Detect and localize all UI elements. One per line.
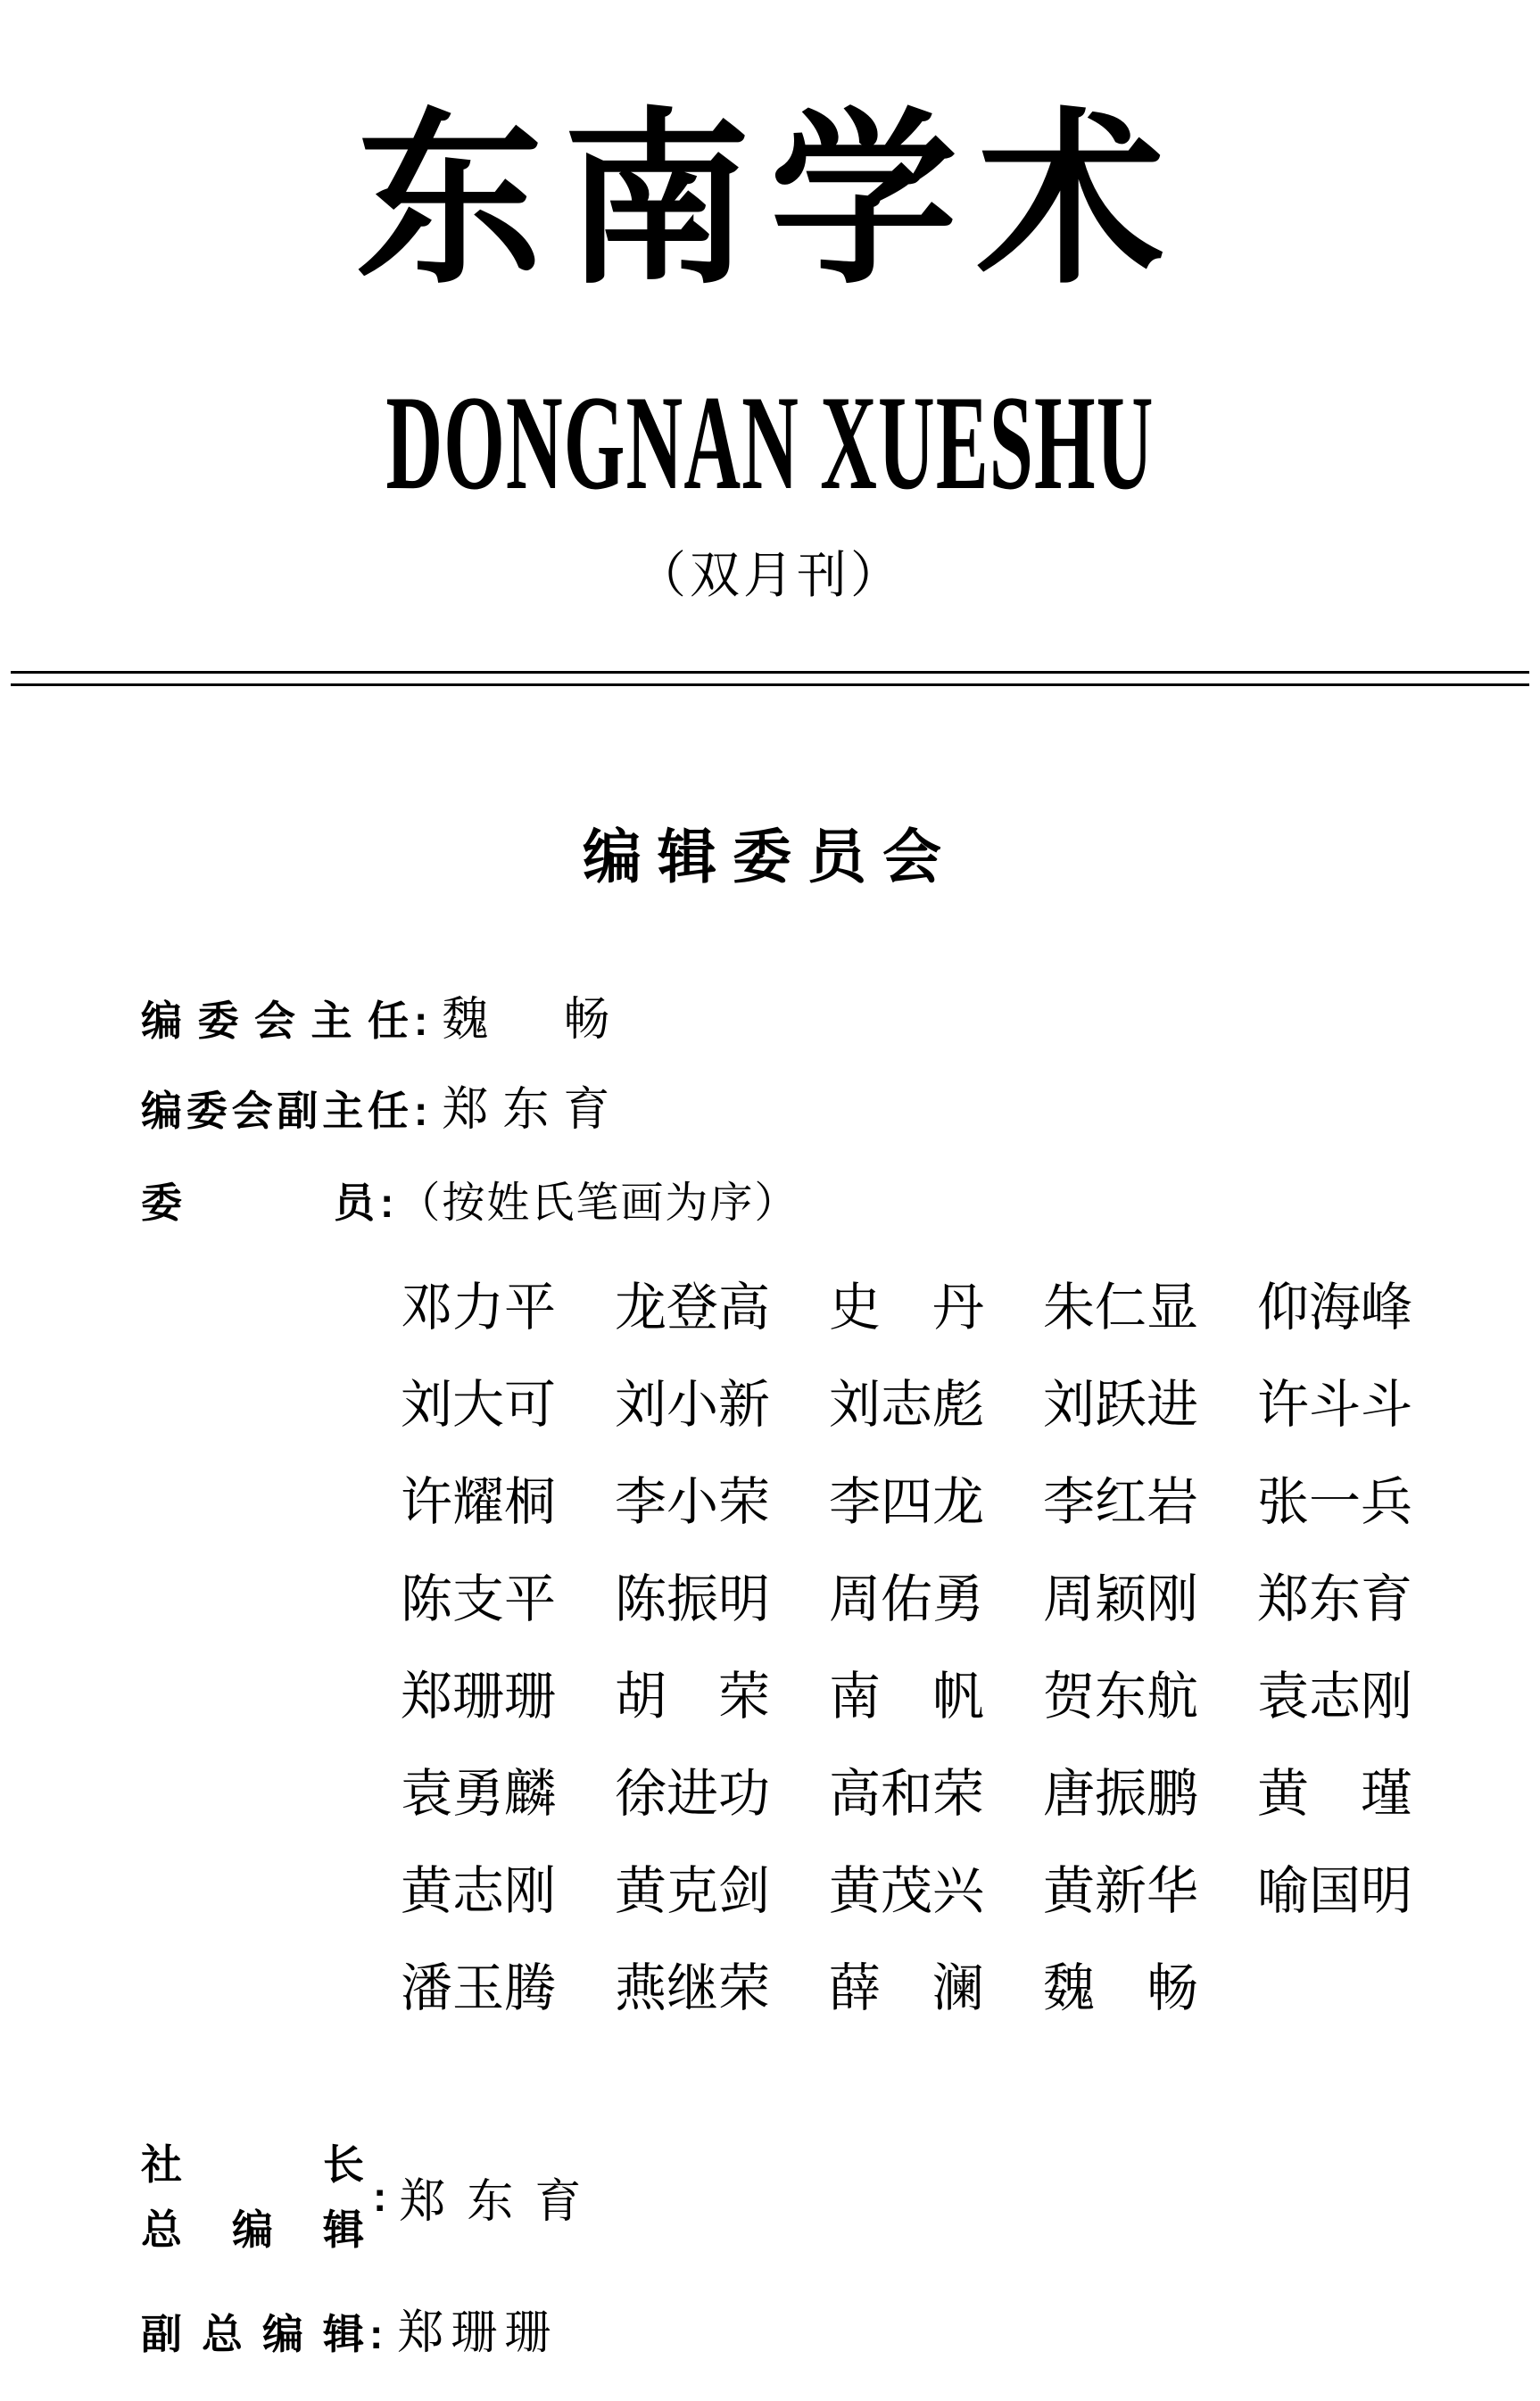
president-chief-editor-row	[141, 2132, 602, 2262]
member-name: 刘大可	[401, 1376, 557, 1434]
label-char: 会	[254, 998, 295, 1044]
deputy-editor-in-chief-row	[141, 2295, 558, 2362]
member-name: 邓力平	[401, 1279, 557, 1337]
member-name: 贺东航	[1043, 1668, 1199, 1726]
member-row	[401, 1959, 1412, 2017]
label-char: 副	[141, 2311, 182, 2357]
president-chief-editor-name: 郑东育	[399, 2176, 603, 2228]
member-name: 燕继荣	[615, 1959, 771, 2017]
colon: :	[414, 1088, 428, 1134]
member-name: 李小荣	[615, 1473, 771, 1531]
label-char: 任	[367, 1088, 409, 1134]
director-label	[141, 998, 409, 1044]
label-char: 员	[334, 1180, 375, 1226]
label-char: 主	[310, 998, 352, 1044]
label-char: 编	[262, 2311, 303, 2357]
member-name: 刘小新	[615, 1376, 771, 1434]
members-header-row	[141, 1179, 799, 1228]
committee-member-grid	[401, 1279, 1413, 2017]
director-row	[141, 995, 624, 1046]
editor-in-chief-label	[141, 2197, 364, 2262]
deputy-director-name: 郑东育	[442, 1085, 625, 1136]
label-char: 委	[141, 1180, 182, 1226]
member-row	[401, 1473, 1413, 1531]
member-name: 李四龙	[829, 1473, 985, 1531]
deputy-editor-in-chief-name: 郑珊珊	[397, 2308, 559, 2359]
member-name: 黄茂兴	[829, 1862, 985, 1920]
label-char: 副	[277, 1088, 319, 1134]
label-char: 总	[202, 2311, 243, 2357]
member-row	[401, 1765, 1413, 1823]
member-name: 李红岩	[1043, 1473, 1199, 1531]
member-name: 黄克剑	[615, 1862, 771, 1920]
member-name: 袁勇麟	[401, 1765, 557, 1823]
label-char: 任	[368, 998, 409, 1044]
label-char: 辑	[323, 2206, 364, 2253]
members-label	[141, 1180, 375, 1226]
member-name: 黄 瑾	[1257, 1765, 1413, 1823]
member-name: 高和荣	[829, 1765, 985, 1823]
member-name: 薛 澜	[829, 1959, 985, 2017]
member-name: 许耀桐	[401, 1473, 557, 1531]
member-name: 仰海峰	[1257, 1279, 1413, 1337]
member-name: 朱仁显	[1043, 1279, 1199, 1337]
colon: :	[414, 998, 428, 1044]
member-row	[401, 1668, 1413, 1726]
members-sort-note: （按姓氏笔画为序）	[397, 1180, 799, 1227]
president-label	[141, 2132, 364, 2197]
member-name: 徐进功	[615, 1765, 771, 1823]
deputy-director-row	[141, 1085, 624, 1136]
member-name: 周佑勇	[829, 1570, 985, 1628]
director-name: 魏 畅	[442, 995, 625, 1046]
member-name: 潘玉腾	[401, 1959, 557, 2017]
member-name: 魏 畅	[1043, 1959, 1199, 2017]
colon: :	[380, 1180, 394, 1226]
journal-title-en: DONGNAN XUESHU	[385, 368, 1155, 517]
label-char: 编	[232, 2206, 273, 2253]
journal-title-cn: 东南学术	[355, 99, 1184, 306]
editorial-committee-heading: 编辑委员会	[583, 825, 957, 890]
label-char: 编	[141, 998, 182, 1044]
label-char: 长	[323, 2140, 364, 2188]
member-name: 史 丹	[829, 1279, 985, 1337]
member-name: 陈支平	[401, 1570, 557, 1628]
member-name: 喻国明	[1257, 1862, 1413, 1920]
member-row	[401, 1376, 1413, 1434]
member-name: 唐振鹏	[1043, 1765, 1199, 1823]
deputy-director-label	[141, 1089, 409, 1134]
member-name: 袁志刚	[1257, 1668, 1413, 1726]
label-char: 委	[186, 1088, 228, 1134]
label-char: 辑	[323, 2311, 364, 2357]
journal-subtitle-bimonthly: （双月刊）	[636, 549, 904, 604]
label-char: 主	[322, 1088, 364, 1134]
double-rule-divider	[11, 671, 1529, 686]
label-char: 社	[141, 2140, 182, 2188]
member-name: 许斗斗	[1257, 1376, 1413, 1434]
member-name: 刘志彪	[829, 1376, 985, 1434]
member-name: 周颖刚	[1043, 1570, 1199, 1628]
member-name: 南 帆	[829, 1668, 985, 1726]
member-name: 张一兵	[1257, 1473, 1413, 1531]
president-chief-editor-labels	[141, 2132, 364, 2262]
deputy-editor-in-chief-label	[141, 2312, 364, 2357]
colon: :	[369, 2311, 384, 2357]
member-name: 郑东育	[1257, 1570, 1413, 1628]
member-name: 黄新华	[1043, 1862, 1199, 1920]
member-row	[401, 1279, 1413, 1337]
colon: :	[373, 2173, 387, 2220]
member-name: 刘跃进	[1043, 1376, 1199, 1434]
member-row	[401, 1862, 1413, 1920]
member-name: 陈振明	[615, 1570, 771, 1628]
member-name: 龙登高	[615, 1279, 771, 1337]
member-row	[401, 1570, 1413, 1628]
member-name: 郑珊珊	[401, 1668, 557, 1726]
label-char: 会	[231, 1088, 273, 1134]
label-char: 委	[197, 998, 239, 1044]
label-char: 编	[141, 1088, 182, 1134]
label-char: 总	[141, 2206, 182, 2253]
member-name: 胡 荣	[615, 1668, 771, 1726]
member-name: 黄志刚	[401, 1862, 557, 1920]
